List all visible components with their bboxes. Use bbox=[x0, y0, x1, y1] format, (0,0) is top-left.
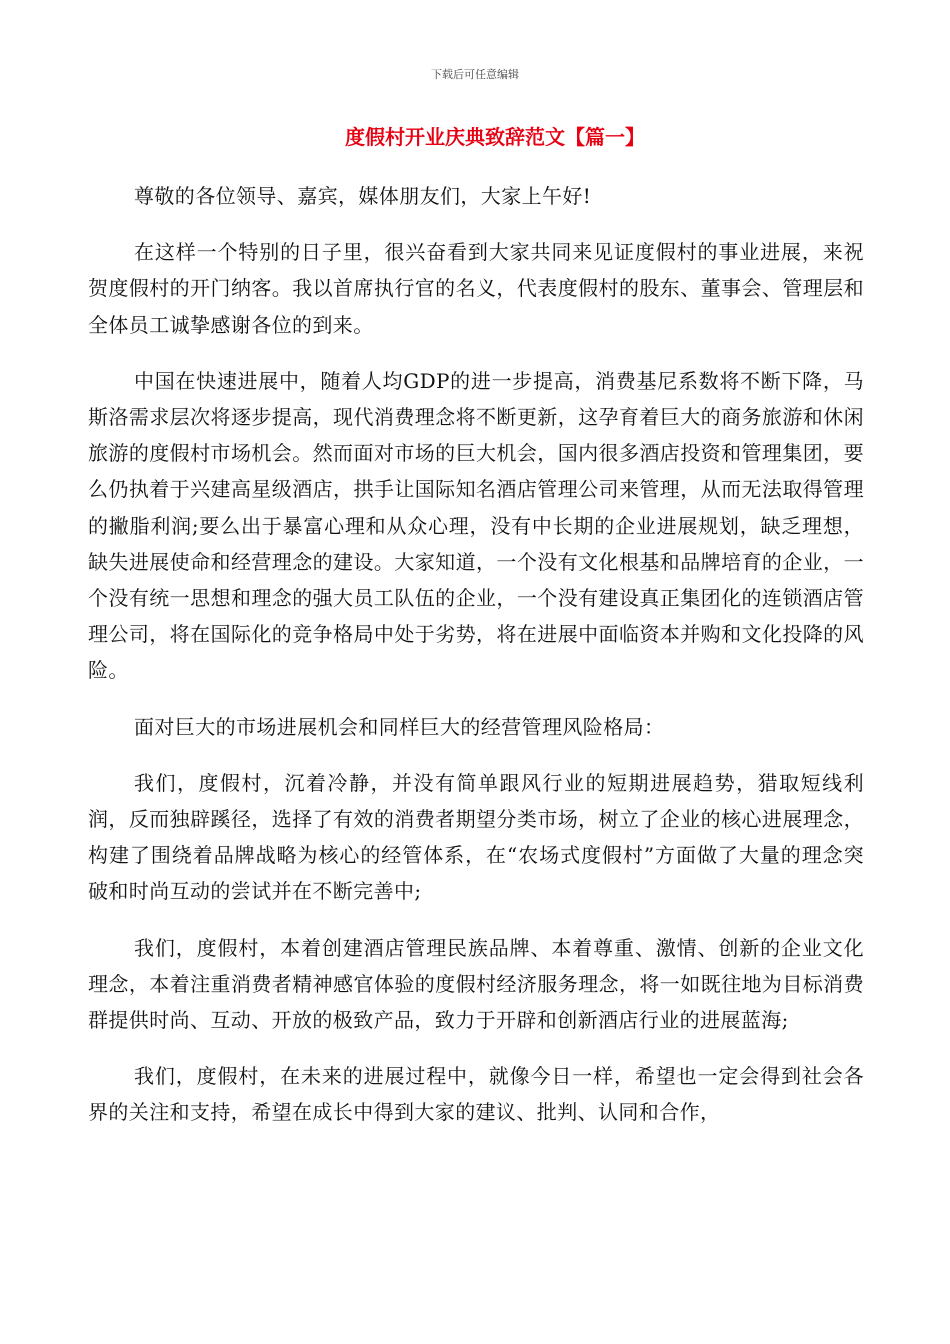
paragraph-culture: 我们，度假村，本着创建酒店管理民族品牌、本着尊重、激情、创新的企业文化理念，本着注重消费者精神感官体验的度假村经济服务理念，将一如既往地为目标消费群提供时尚、互动、开放的极致产品，致力于开辟和创新酒店行业的进展蓝海; bbox=[88, 935, 864, 1033]
document-title: 度假村开业庆典致辞范文【篇一】 bbox=[345, 125, 645, 149]
paragraph-welcome: 在这样一个特别的日子里，很兴奋看到大家共同来见证度假村的事业进展，来祝贺度假村的开门纳客。我以首席执行官的名义，代表度假村的股东、董事会、管理层和全体员工诚挚感谢各位的到来。 bbox=[88, 240, 864, 337]
paragraph-strategy: 我们，度假村，沉着冷静，并没有简单跟风行业的短期进展趋势，猎取短线利润，反而独辟蹊径，选择了有效的消费者期望分类市场，树立了企业的核心进展理念，构建了围绕着品牌战略为核心的经管体系，在“农场式度假村”方面做了大量的理念突破和时尚互动的尝试并在不断完善中; bbox=[88, 770, 864, 904]
paragraph-market-context: 中国在快速进展中，随着人均GDP的进一步提高，消费基尼系数将不断下降，马斯洛需求层次将逐步提高，现代消费理念将不断更新，这孕育着巨大的商务旅游和休闲旅游的度假村市场机会。然而面对市场的巨大机会，国内很多酒店投资和管理集团，要么仍执着于兴建高星级酒店，拱手让国际知名酒店管理公司来管理，从而无法取得管理的撇脂利润;要么出于暴富心理和从众心理，没有中长期的企业进展规划，缺乏理想，缺失进展使命和经营理念的建设。大家知道，一个没有文化根基和品牌培育的企业，一个没有统一思想和理念的强大员工队伍的企业，一个没有建设真正集团化的连锁酒店管理公司，将在国际化的竞争格局中处于劣势，将在进展中面临资本并购和文化投降的风险。 bbox=[88, 368, 864, 683]
paragraph-future: 我们，度假村，在未来的进展过程中，就像今日一样，希望也一定会得到社会各界的关注和支持，希望在成长中得到大家的建议、批判、认同和合作， bbox=[88, 1064, 864, 1125]
document-body bbox=[88, 178, 864, 1151]
paragraph-greeting: 尊敬的各位领导、嘉宾，媒体朋友们，大家上午好! bbox=[134, 184, 592, 208]
header-note: 下载后可任意编辑 bbox=[431, 68, 519, 81]
paragraph-transition: 面对巨大的市场进展机会和同样巨大的经营管理风险格局： bbox=[134, 714, 665, 739]
